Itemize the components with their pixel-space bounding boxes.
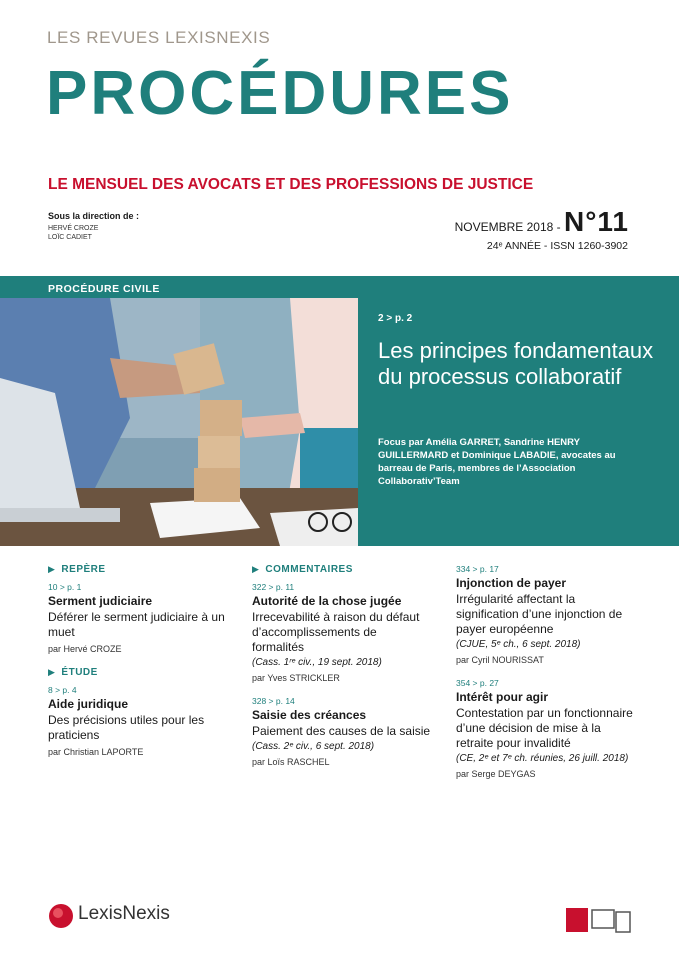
cover-photo	[0, 298, 358, 546]
section-heading: ▶ REPÈRE	[48, 564, 106, 575]
feature-page-ref: 2 > p. 2	[378, 313, 413, 324]
series-name: LES REVUES LEXISNEXIS	[47, 28, 271, 47]
article-author: par Hervé CROZE	[48, 644, 122, 654]
article-ref: 8 > p. 4	[48, 685, 77, 695]
article-ref: 328 > p. 14	[252, 696, 295, 706]
director-name: HERVÉ CROZE	[48, 225, 99, 232]
direction-label: Sous la direction de :	[48, 211, 140, 221]
brand-name: LexisNexis	[78, 903, 170, 924]
article-subtitle: Paiement des causes de la saisie	[252, 724, 431, 738]
lexis360-badge-icon	[566, 906, 632, 939]
feature-title: Les principes fondamentaux du processus collaboratif	[378, 338, 654, 389]
article-author: par Christian LAPORTE	[48, 747, 144, 757]
article-title: Injonction de payer	[456, 576, 567, 590]
article-item	[456, 564, 636, 665]
article-citation: (Cass. 1ʳᵉ civ., 19 sept. 2018)	[252, 657, 382, 668]
article-ref: 354 > p. 27	[456, 678, 499, 688]
director-name: LOÏC CADIET	[48, 234, 92, 241]
column-2	[252, 564, 432, 780]
article-item	[48, 582, 228, 654]
article-author: par Cyril NOURISSAT	[456, 655, 544, 665]
lexisnexis-logo-icon	[48, 903, 74, 934]
triangle-icon: ▶	[252, 564, 260, 574]
issue-date: NOVEMBRE 2018 -	[454, 220, 564, 234]
issn-line: 24ᵉ ANNÉE - ISSN 1260-3902	[486, 240, 628, 252]
triangle-icon: ▶	[48, 564, 56, 574]
article-subtitle: Des précisions utiles pour les praticiens	[48, 713, 205, 742]
feature-rubric: PROCÉDURE CIVILE	[48, 283, 160, 295]
article-ref: 322 > p. 11	[252, 582, 295, 592]
issue-number: N°11	[563, 206, 629, 237]
article-author: par Loïs RASCHEL	[252, 757, 330, 767]
cover-photo-illustration	[0, 298, 358, 546]
article-title: Aide juridique	[48, 697, 129, 711]
article-title: Serment judiciaire	[48, 594, 153, 608]
article-ref: 10 > p. 1	[48, 582, 82, 592]
tagline: LE MENSUEL DES AVOCATS ET DES PROFESSIONS DE JUSTICE	[48, 176, 534, 193]
journal-title: PROCÉDURES	[46, 59, 514, 128]
article-ref: 334 > p. 17	[456, 564, 499, 574]
issue-info	[455, 206, 629, 238]
column-1	[48, 564, 228, 770]
article-subtitle: Contestation par un fonctionnaire d’une décision de mise à la retraite pour invalidité	[456, 706, 633, 750]
article-author: par Yves STRICKLER	[252, 673, 340, 683]
article-subtitle: Irrégularité affectant la signification d’une injonction de payer européenne	[456, 592, 623, 636]
article-citation: (Cass. 2ᵉ civ., 6 sept. 2018)	[252, 741, 375, 752]
article-title: Intérêt pour agir	[456, 690, 549, 704]
article-item	[456, 678, 636, 779]
feature-authors: Focus par Amélia GARRET, Sandrine HENRY GUILLERMARD et Dominique LABADIE, avocates au barreau de Paris, membres de l’Association Collaborativ’Team	[378, 437, 616, 487]
article-citation: (CE, 2ᵉ et 7ᵉ ch. réunies, 26 juill. 2018)	[456, 753, 629, 764]
triangle-icon: ▶	[48, 667, 56, 677]
section-heading: ▶ ÉTUDE	[48, 667, 98, 678]
section-heading: ▶ COMMENTAIRES	[252, 564, 353, 575]
column-3	[456, 564, 636, 792]
article-title: Saisie des créances	[252, 708, 367, 722]
article-item	[252, 582, 432, 683]
article-item	[252, 696, 432, 767]
article-subtitle: Déférer le serment judiciaire à un muet	[48, 610, 225, 639]
article-citation: (CJUE, 5ᵉ ch., 6 sept. 2018)	[456, 639, 581, 650]
article-subtitle: Irrecevabilité à raison du défaut d’accomplissements de formalités	[252, 610, 420, 654]
article-item	[48, 685, 228, 757]
article-author: par Serge DEYGAS	[456, 769, 536, 779]
article-title: Autorité de la chose jugée	[252, 594, 402, 608]
